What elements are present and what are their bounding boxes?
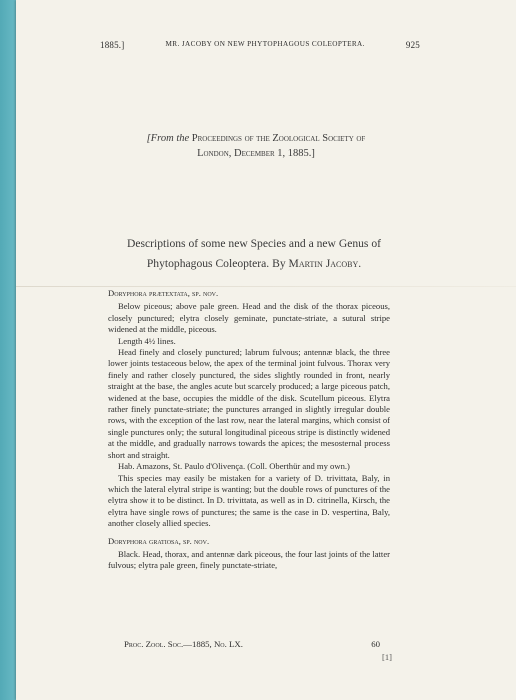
length-paragraph: Length 4½ lines. <box>118 335 176 346</box>
species-heading: Doryphora prætextata, sp. nov. <box>108 288 219 298</box>
running-head-year: 1885.] <box>100 40 125 50</box>
running-head <box>100 40 420 50</box>
source-note-journal: Proceedings of the Zoological Society of <box>191 133 366 144</box>
folio-number: [1] <box>382 652 392 662</box>
description-paragraph: Head finely and closely punctured; labrum fulvous; antennæ black, the three lower joints testaceous below, the apex of the terminal joint fulvous. Thorax very finely and rather closely punctured, the sides slightly rounded in front, nearly straight at the base, the angles acute but scarcely produced; a large piceous patch, widened at the base, occupies the middle of the disk. Scutellum piceous. Elytra rather finely punctate-striate; the punctures arranged in slightly irregular double rows, with the exception of the last row, near the lateral margins, which consist of single punctures only; the sutural longitudinal piceous stripe is distinctly widened at the middle, and gradually narrows towards the apices; the mesosternal process short and straight. <box>108 347 390 460</box>
source-note-line-2: London, December 1, 1885.] <box>197 148 315 159</box>
source-note-prefix: [From the <box>146 133 192 144</box>
signature-line <box>124 639 380 649</box>
running-head-page-number: 925 <box>405 40 420 50</box>
source-note-line-1 <box>106 131 406 146</box>
journal-signature: Proc. Zool. Soc.—1885, No. LX. <box>124 639 243 649</box>
article-title-line-2 <box>104 254 404 274</box>
remarks-paragraph: This species may easily be mistaken for a variety of D. trivittata, Baly, in which the lateral elytral stripe is wanting; but the double rows of punctures of the elytra show it to be distinct. In D. trivittata, as well as in D. citrinella, Kirsch, the elytra have single rows of punctures; the same is the case in D. vespertina, Baly, another closely allied species. <box>108 472 390 529</box>
habitat-paragraph: Hab. Amazons, St. Paulo d'Olivença. (Coll. Oberthür and my own.) <box>118 461 350 472</box>
article-title <box>104 234 404 274</box>
article-title-text: Phytophagous Coleoptera. By <box>146 257 289 270</box>
sheet-number: 60 <box>371 639 380 649</box>
article-title-line-1: Descriptions of some new Species and a new Genus of <box>126 237 382 250</box>
species-heading: Doryphora gratiosa, sp. nov. <box>108 535 210 546</box>
article-body <box>108 288 390 572</box>
running-head-title: MR. JACOBY ON NEW PHYTOPHAGOUS COLEOPTERA. <box>165 40 365 48</box>
diagnosis-paragraph: Black. Head, thorax, and antennæ dark piceous, the four last joints of the latter fulvous; elytra pale green, finely punctate-striate, <box>108 548 390 571</box>
fold-crease <box>16 286 516 287</box>
diagnosis-paragraph: Below piceous; above pale green. Head and the disk of the thorax piceous, closely punctured; elytra closely geminate, punctate-striate, a sutural stripe widened at the middle, piceous. <box>108 301 390 335</box>
article-author: Martin Jacoby. <box>288 257 362 270</box>
source-note <box>106 131 406 161</box>
